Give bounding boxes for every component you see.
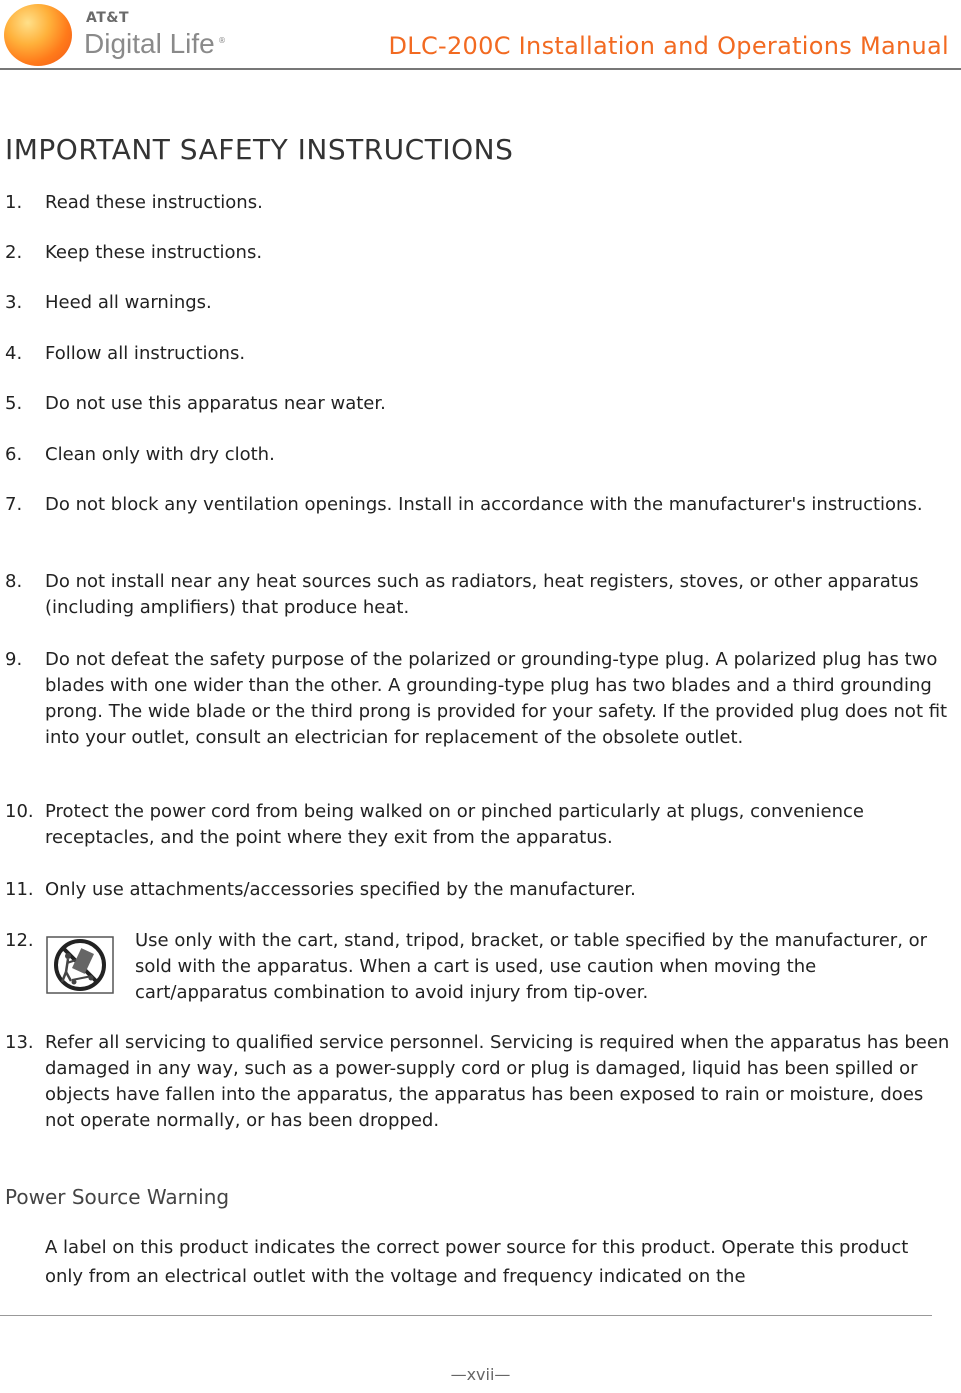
power-source-warning-heading: Power Source Warning (5, 1185, 230, 1209)
instruction-number: 3. (5, 292, 23, 313)
logo-brand-top: AT&T (86, 10, 130, 26)
header-divider (0, 68, 961, 70)
instruction-number: 6. (5, 444, 23, 465)
manual-title: DLC-200C Installation and Operations Manual (388, 32, 949, 60)
instruction-number: 4. (5, 343, 23, 364)
instruction-text: Clean only with dry cloth. (45, 444, 275, 465)
instruction-number: 10. (5, 801, 34, 822)
logo-registered-mark: ® (218, 36, 226, 45)
instruction-text: Do not defeat the safety purpose of the polarized or grounding-type plug. A polarized plug has two blades with one wider than the other. A grounding-type plug has two blades and a third grounding prong. The wide blade or the third prong is provided for your safety. If the provided plug does not fit into your outlet, consult an electrician for replacement of the obsolete outlet. (45, 649, 948, 748)
instruction-number: 9. (5, 649, 23, 670)
instruction-number: 13. (5, 1032, 34, 1053)
footer-divider (0, 1315, 932, 1316)
instruction-number: 5. (5, 393, 23, 414)
instruction-text: Refer all servicing to qualified service personnel. Servicing is required when the apparatus has been damaged in any way, such as a power-supply cord or plug is damaged, liquid has been spilled or objects have fallen into the apparatus, the apparatus has been exposed to rain or moisture, does not operate normally, or has been dropped. (45, 1032, 950, 1131)
instruction-text: Protect the power cord from being walked on or pinched particularly at plugs, convenience receptacles, and the point where they exit from the apparatus. (45, 801, 865, 848)
instruction-text: Do not install near any heat sources such as radiators, heat registers, stoves, or other apparatus (including amplifiers) that produce heat. (45, 571, 919, 618)
instruction-text: Do not block any ventilation openings. Install in accordance with the manufacturer's instructions. (45, 494, 923, 515)
instruction-text: Do not use this apparatus near water. (45, 393, 386, 414)
instruction-number: 11. (5, 879, 34, 900)
instruction-text: Only use attachments/accessories specified by the manufacturer. (45, 879, 636, 900)
instruction-number: 1. (5, 192, 23, 213)
page-header (0, 0, 961, 72)
logo-brand-main: Digital Life (84, 28, 215, 59)
page-number: —xvii— (450, 1365, 511, 1384)
instruction-number: 2. (5, 242, 23, 263)
instruction-number: 8. (5, 571, 23, 592)
power-source-warning-text: A label on this product indicates the correct power source for this product. Operate this product only from an electrical outlet with the voltage and frequency indicated on the (45, 1237, 909, 1287)
instruction-text: Follow all instructions. (45, 343, 246, 364)
instruction-text: Read these instructions. (45, 192, 263, 213)
instruction-number: 12. (5, 930, 34, 951)
instruction-text: Keep these instructions. (45, 242, 263, 263)
instruction-text: Heed all warnings. (45, 292, 212, 313)
instruction-text: Use only with the cart, stand, tripod, bracket, or table specified by the manufacturer, or sold with the apparatus. When a cart is used, use caution when moving the cart/apparatus combination to avoid injury from tip-over. (135, 930, 928, 1003)
no-cart-tip-over-icon (46, 936, 114, 994)
instruction-number: 7. (5, 494, 23, 515)
att-globe-logo-icon (4, 4, 72, 66)
page-title: IMPORTANT SAFETY INSTRUCTIONS (5, 133, 514, 166)
